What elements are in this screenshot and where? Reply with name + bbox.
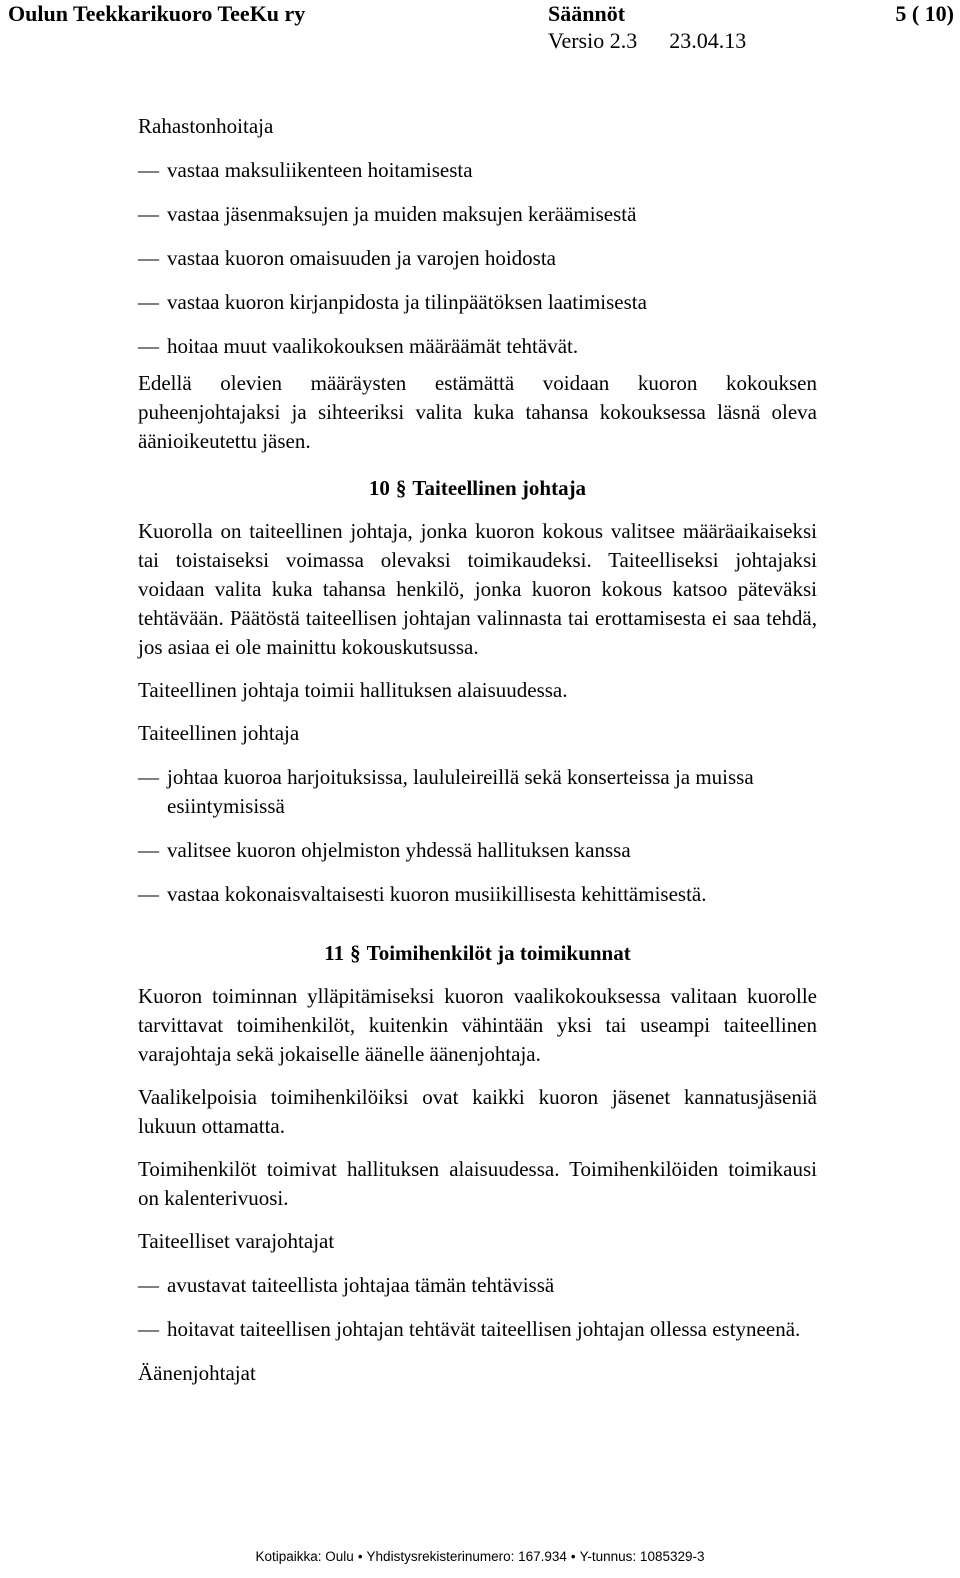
document-body [138,112,817,1403]
dash-bullet-icon: — [138,158,159,182]
dash-bullet-icon: — [138,1317,159,1341]
footer-separator: • [570,1549,576,1564]
footer-separator: • [357,1549,363,1564]
artistic-director-duties-list [138,763,817,909]
footer-business-id: Y-tunnus: 1085329-3 [579,1549,705,1564]
version-date: 23.04.13 [669,28,747,53]
treasurer-duties-list [138,156,817,361]
dash-bullet-icon: — [138,1273,159,1297]
treasurer-note: Edellä olevien määräysten estämättä voidaan kuoron kokouksen puheenjohtajaksi ja sihteeriksi valita kuka tahansa kokouksessa läsnä oleva äänioikeutettu jäsen. [138,371,817,453]
section-10-heading: 10 § Taiteellinen johtaja [368,476,587,500]
footer-domicile: Kotipaikka: Oulu [255,1549,354,1564]
section-11-paragraph-2: Vaalikelpoisia toimihenkilöiksi ovat kaikki kuoron jäsenet kannatusjäseniä lukuun ottamatta. [138,1085,817,1138]
page-footer [0,1549,960,1564]
dash-bullet-icon: — [138,246,159,270]
dash-bullet-icon: — [138,202,159,226]
version-label: Versio 2.3 [548,28,638,53]
page-header [0,0,960,60]
dash-bullet-icon: — [138,882,159,906]
dash-bullet-icon: — [138,765,159,789]
artistic-director-label: Taiteellinen johtaja [138,721,300,745]
list-item: — vastaa kokonaisvaltaisesti kuoron musiikillisesta kehittämisestä. [138,880,817,909]
section-symbol: § [350,941,361,965]
section-10-paragraph-1: Kuorolla on taiteellinen johtaja, jonka kuoron kokous valitsee määräaikaiseksi tai toistaiseksi voimassa olevaksi toimikaudeksi. Taiteelliseksi johtajaksi voidaan valita kuka tahansa henkilö, jonka kuoron kokous katsoo päteväksi tehtävään. Päätöstä taiteellisen johtajan valinnasta tai erottamisesta ei saa tehdä, jos asiaa ei ole mainittu kokouskutsussa. [138,519,817,659]
list-item: — hoitaa muut vaalikokouksen määräämät tehtävät. [138,332,817,361]
list-item: — vastaa maksuliikenteen hoitamisesta [138,156,817,185]
version-line [548,28,746,54]
treasurer-label: Rahastonhoitaja [138,114,274,138]
section-11-heading: 11 § Toimihenkilöt ja toimikunnat [324,941,631,965]
assistant-directors-label: Taiteelliset varajohtajat [138,1229,335,1253]
section-symbol: § [395,476,407,500]
section-11-paragraph-1: Kuoron toiminnan ylläpitämiseksi kuoron vaalikokouksessa valitaan kuorolle tarvittavat toimihenkilöt, kuitenkin vähintään yksi tai useampi taiteellinen varajohtaja sekä jokaiselle äänelle äänenjohtaja. [138,984,817,1066]
list-item: — vastaa jäsenmaksujen ja muiden maksujen keräämisestä [138,200,817,229]
dash-bullet-icon: — [138,334,159,358]
section-11-paragraph-3: Toimihenkilöt toimivat hallituksen alaisuudessa. Toimihenkilöiden toimikausi on kalenterivuosi. [138,1157,817,1210]
page-number: 5 ( 10) [895,1,954,26]
dash-bullet-icon: — [138,290,159,314]
list-item: — hoitavat taiteellisen johtajan tehtävät taiteellisen johtajan ollessa estyneenä. [138,1315,817,1344]
voice-leaders-label: Äänenjohtajat [138,1361,256,1385]
list-item: — vastaa kuoron kirjanpidosta ja tilinpäätöksen laatimisesta [138,288,817,317]
assistant-directors-duties-list [138,1271,817,1344]
list-item: — valitsee kuoron ohjelmiston yhdessä hallituksen kanssa [138,836,817,865]
organization-name: Oulun Teekkarikuoro TeeKu ry [8,1,306,26]
document-title: Säännöt [548,1,626,26]
list-item: — johtaa kuoroa harjoituksissa, laululeireillä sekä konserteissa ja muissa esiintymisissä [138,765,754,818]
dash-bullet-icon: — [138,838,159,862]
section-10-paragraph-2: Taiteellinen johtaja toimii hallituksen alaisuudessa. [138,678,568,702]
list-item: — vastaa kuoron omaisuuden ja varojen hoidosta [138,244,817,273]
footer-register-number: Yhdistysrekisterinumero: 167.934 [366,1549,567,1564]
list-item: — avustavat taiteellista johtajaa tämän tehtävissä [138,1271,817,1300]
